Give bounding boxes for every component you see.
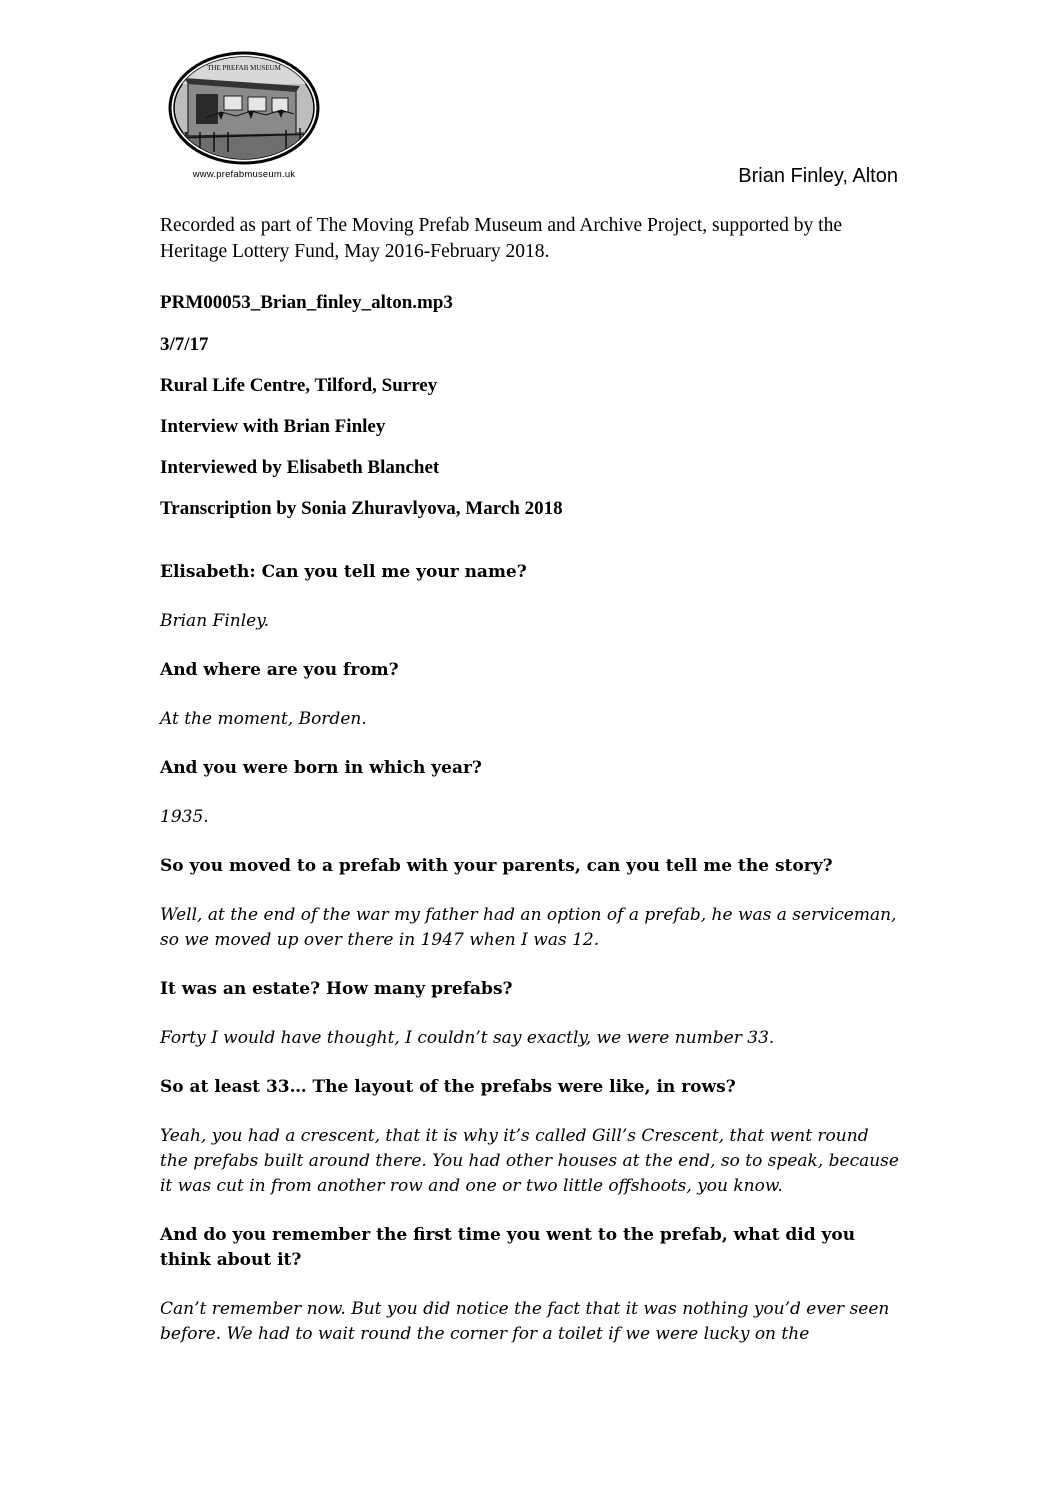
transcript-question: So at least 33… The layout of the prefabs were like, in rows? — [160, 1077, 736, 1097]
prefab-museum-logo — [166, 48, 322, 188]
interview-date: 3/7/17 — [160, 334, 209, 355]
interview-location: Rural Life Centre, Tilford, Surrey — [160, 375, 438, 396]
transcript-question: And do you remember the first time you went to the prefab, what did you think about it? — [160, 1225, 856, 1270]
interview-with: Interview with Brian Finley — [160, 416, 386, 437]
interviewee-location-header: Brian Finley, Alton — [738, 165, 898, 187]
project-intro: Recorded as part of The Moving Prefab Museum and Archive Project, supported by the Heritage Lottery Fund, May 2016-February 2018. — [160, 215, 842, 262]
transcript-answer: Brian Finley. — [160, 611, 269, 631]
transcript-question: And where are you from? — [160, 660, 399, 680]
transcript-question: It was an estate? How many prefabs? — [160, 979, 513, 999]
transcription-credit: Transcription by Sonia Zhuravlyova, March 2018 — [160, 498, 563, 519]
document-body — [160, 213, 900, 1371]
transcript-question: Elisabeth: Can you tell me your name? — [160, 562, 527, 582]
audio-filename: PRM00053_Brian_finley_alton.mp3 — [160, 292, 453, 313]
transcript-question: And you were born in which year? — [160, 758, 482, 778]
transcript-answer: Yeah, you had a crescent, that it is why it’s called Gill’s Crescent, that went round the prefabs built around there. You had other houses at the end, so to speak, because it was cut in from another row and one or two little offshoots, you know. — [160, 1126, 899, 1196]
transcript-answer: Can’t remember now. But you did notice the fact that it was nothing you’d ever seen before. We had to wait round the corner for a toilet if we were lucky on the — [160, 1299, 890, 1344]
transcript-question: So you moved to a prefab with your parents, can you tell me the story? — [160, 856, 833, 876]
transcript — [160, 560, 900, 1347]
logo-emblem-text: THE PREFAB MUSEUM — [207, 64, 281, 72]
transcript-answer: At the moment, Borden. — [160, 709, 367, 729]
logo-url: www.prefabmuseum.uk — [192, 169, 296, 180]
transcript-answer: Forty I would have thought, I couldn’t say exactly, we were number 33. — [160, 1028, 775, 1048]
transcript-answer: Well, at the end of the war my father had an option of a prefab, he was a serviceman, so we moved up over there in 1947 when I was 12. — [160, 905, 897, 950]
prefab-house-logo-icon — [166, 48, 322, 168]
interviewed-by: Interviewed by Elisabeth Blanchet — [160, 457, 440, 478]
transcript-answer: 1935. — [160, 807, 209, 827]
